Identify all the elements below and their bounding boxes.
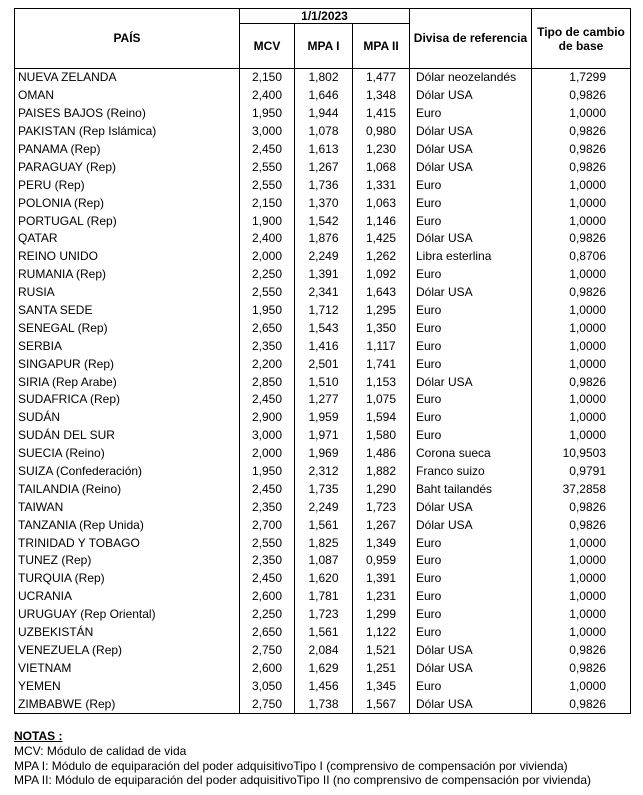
cell-mpa2: 1,580 bbox=[353, 427, 410, 445]
cell-mpa1: 1,542 bbox=[295, 212, 353, 230]
cell-mcv: 2,450 bbox=[240, 391, 295, 409]
table-row bbox=[15, 105, 631, 123]
cell-divisa: Dólar USA bbox=[416, 231, 473, 246]
cell-divisa: Dólar neozelandés bbox=[416, 70, 517, 85]
cell-mpa2: 1,092 bbox=[353, 266, 410, 284]
cell-tipo-cambio: 10,9503 bbox=[532, 445, 631, 463]
cell-mpa2: 1,290 bbox=[353, 480, 410, 498]
cell-mpa2: 1,350 bbox=[353, 319, 410, 337]
cell-mpa1: 1,561 bbox=[295, 516, 353, 534]
cell-divisa: Dólar USA bbox=[416, 159, 473, 174]
cell-divisa: Dólar USA bbox=[416, 517, 473, 532]
table-row bbox=[15, 355, 631, 373]
cell-mcv: 1,950 bbox=[240, 105, 295, 123]
cell-divisa: Euro bbox=[416, 356, 442, 371]
cell-mpa1: 1,971 bbox=[295, 427, 353, 445]
cell-pais: SINGAPUR (Rep) bbox=[15, 355, 240, 373]
cell-mpa1: 2,084 bbox=[295, 642, 353, 660]
cell-mpa1: 1,781 bbox=[295, 588, 353, 606]
cell-mpa1: 1,944 bbox=[295, 105, 353, 123]
cell-mpa1: 2,249 bbox=[295, 248, 353, 266]
cell-pais: SIRIA (Rep Arabe) bbox=[15, 373, 240, 391]
cell-mpa2: 1,267 bbox=[353, 516, 410, 534]
cell-divisa: Euro bbox=[416, 320, 442, 335]
cell-tipo-cambio: 1,0000 bbox=[532, 606, 631, 624]
cell-tipo-cambio: 37,2858 bbox=[532, 480, 631, 498]
cell-mcv: 2,850 bbox=[240, 373, 295, 391]
cell-mcv: 2,900 bbox=[240, 409, 295, 427]
cell-pais: QATAR bbox=[15, 230, 240, 248]
cell-tipo-cambio: 0,9826 bbox=[532, 141, 631, 159]
cell-mpa1: 2,312 bbox=[295, 463, 353, 481]
cell-mpa2: 1,477 bbox=[353, 69, 410, 87]
cell-pais: PANAMA (Rep) bbox=[15, 141, 240, 159]
cell-mpa1: 2,501 bbox=[295, 355, 353, 373]
cell-mcv: 3,000 bbox=[240, 123, 295, 141]
table-row bbox=[15, 391, 631, 409]
cell-divisa: Dólar USA bbox=[416, 642, 473, 657]
cell-tipo-cambio: 1,0000 bbox=[532, 194, 631, 212]
cell-mpa2: 1,345 bbox=[353, 677, 410, 695]
cell-divisa: Euro bbox=[416, 607, 442, 622]
cell-mpa2: 1,486 bbox=[353, 445, 410, 463]
cell-mcv: 1,900 bbox=[240, 212, 295, 230]
cell-pais: PERU (Rep) bbox=[15, 176, 240, 194]
cell-tipo-cambio: 1,0000 bbox=[532, 391, 631, 409]
table-row bbox=[15, 212, 631, 230]
cell-mpa2: 1,153 bbox=[353, 373, 410, 391]
cell-divisa: Euro bbox=[416, 106, 442, 121]
cell-mpa2: 1,075 bbox=[353, 391, 410, 409]
cell-mpa1: 1,087 bbox=[295, 552, 353, 570]
cell-mcv: 2,750 bbox=[240, 642, 295, 660]
table-row bbox=[15, 588, 631, 606]
table-row bbox=[15, 534, 631, 552]
cell-mpa1: 1,959 bbox=[295, 409, 353, 427]
cell-mpa1: 2,341 bbox=[295, 284, 353, 302]
cell-divisa: Euro bbox=[416, 177, 442, 192]
table-row bbox=[15, 624, 631, 642]
cell-tipo-cambio: 0,9826 bbox=[532, 659, 631, 677]
cell-tipo-cambio: 1,0000 bbox=[532, 588, 631, 606]
cell-divisa: Euro bbox=[416, 338, 442, 353]
cell-mpa1: 1,646 bbox=[295, 87, 353, 105]
cell-divisa: Libra esterlina bbox=[416, 249, 492, 264]
cell-mpa1: 1,629 bbox=[295, 659, 353, 677]
cell-mcv: 2,200 bbox=[240, 355, 295, 373]
cell-mpa1: 1,561 bbox=[295, 624, 353, 642]
cell-divisa: Euro bbox=[416, 195, 442, 210]
cell-tipo-cambio: 0,9826 bbox=[532, 87, 631, 105]
cell-pais: UCRANIA bbox=[15, 588, 240, 606]
cell-mcv: 2,400 bbox=[240, 230, 295, 248]
table-row bbox=[15, 516, 631, 534]
cell-mcv: 2,550 bbox=[240, 176, 295, 194]
cell-divisa: Euro bbox=[416, 589, 442, 604]
cell-pais: PAISES BAJOS (Reino) bbox=[15, 105, 240, 123]
cell-mcv: 3,000 bbox=[240, 427, 295, 445]
cell-pais: OMAN bbox=[15, 87, 240, 105]
cell-mcv: 2,350 bbox=[240, 498, 295, 516]
cell-tipo-cambio: 1,0000 bbox=[532, 176, 631, 194]
cell-mpa2: 1,299 bbox=[353, 606, 410, 624]
table-row bbox=[15, 69, 631, 87]
header-pais: PAÍS bbox=[15, 9, 240, 69]
cell-tipo-cambio: 1,0000 bbox=[532, 624, 631, 642]
cell-mpa1: 1,802 bbox=[295, 69, 353, 87]
notes-title: NOTAS : bbox=[14, 729, 63, 743]
cell-mpa2: 1,594 bbox=[353, 409, 410, 427]
cell-pais: PARAGUAY (Rep) bbox=[15, 158, 240, 176]
cell-pais: RUSIA bbox=[15, 284, 240, 302]
cell-mcv: 2,550 bbox=[240, 158, 295, 176]
cell-mpa2: 1,063 bbox=[353, 194, 410, 212]
cell-tipo-cambio: 1,0000 bbox=[532, 337, 631, 355]
header-mpa1: MPA I bbox=[295, 24, 353, 69]
table-row bbox=[15, 230, 631, 248]
cell-divisa: Dólar USA bbox=[410, 695, 532, 713]
cell-mpa2: 1,146 bbox=[353, 212, 410, 230]
header-divisa: Divisa de referencia bbox=[410, 9, 532, 69]
cell-tipo-cambio: 0,9826 bbox=[532, 230, 631, 248]
cell-tipo-cambio: 0,9826 bbox=[532, 373, 631, 391]
cell-mpa1: 1,735 bbox=[295, 480, 353, 498]
cell-tipo-cambio: 1,0000 bbox=[532, 677, 631, 695]
cell-mpa1: 1,712 bbox=[295, 302, 353, 320]
cell-pais: PAKISTAN (Rep Islámica) bbox=[15, 123, 240, 141]
cell-mpa1: 1,370 bbox=[295, 194, 353, 212]
cell-mcv: 2,650 bbox=[240, 624, 295, 642]
cell-tipo-cambio: 0,8706 bbox=[532, 248, 631, 266]
cell-mpa2: 1,295 bbox=[353, 302, 410, 320]
exchange-table bbox=[14, 8, 631, 714]
cell-divisa: Euro bbox=[416, 428, 442, 443]
cell-divisa: Euro bbox=[416, 678, 442, 693]
cell-mcv: 2,600 bbox=[240, 659, 295, 677]
cell-pais: YEMEN bbox=[15, 677, 240, 695]
table-row bbox=[15, 141, 631, 159]
table-row bbox=[15, 176, 631, 194]
table-row bbox=[15, 445, 631, 463]
cell-mpa2: 1,521 bbox=[353, 642, 410, 660]
cell-divisa: Euro bbox=[416, 553, 442, 568]
table-row bbox=[15, 498, 631, 516]
cell-mpa1: 1,543 bbox=[295, 319, 353, 337]
table-row bbox=[15, 427, 631, 445]
table-row bbox=[15, 194, 631, 212]
cell-pais: REINO UNIDO bbox=[15, 248, 240, 266]
cell-mpa2: 1,231 bbox=[353, 588, 410, 606]
cell-tipo-cambio: 0,9826 bbox=[532, 123, 631, 141]
cell-tipo-cambio: 1,0000 bbox=[532, 552, 631, 570]
table-row bbox=[15, 552, 631, 570]
note-line: MCV: Módulo de calidad de vida bbox=[14, 743, 187, 758]
cell-tipo-cambio: 1,0000 bbox=[532, 319, 631, 337]
cell-mcv: 2,350 bbox=[240, 552, 295, 570]
cell-mpa2: 1,068 bbox=[353, 158, 410, 176]
cell-divisa: Corona sueca bbox=[416, 446, 491, 461]
cell-tipo-cambio: 0,9826 bbox=[532, 642, 631, 660]
cell-mpa2: 1,262 bbox=[353, 248, 410, 266]
cell-mpa2: 1,425 bbox=[353, 230, 410, 248]
cell-mcv: 2,750 bbox=[240, 695, 295, 713]
cell-divisa: Dólar USA bbox=[416, 124, 473, 139]
cell-mcv: 1,950 bbox=[240, 302, 295, 320]
cell-mpa2: 1,415 bbox=[353, 105, 410, 123]
cell-mpa1: 1,738 bbox=[295, 695, 353, 713]
document-page bbox=[14, 8, 630, 714]
cell-mcv: 2,450 bbox=[240, 570, 295, 588]
cell-mpa2: 1,331 bbox=[353, 176, 410, 194]
cell-mcv: 2,550 bbox=[240, 284, 295, 302]
cell-pais: VENEZUELA (Rep) bbox=[15, 642, 240, 660]
cell-mcv: 2,150 bbox=[240, 69, 295, 87]
cell-tipo-cambio: 0,9826 bbox=[532, 695, 631, 713]
cell-pais: URUGUAY (Rep Oriental) bbox=[15, 606, 240, 624]
table-row bbox=[15, 302, 631, 320]
header-date: 1/1/2023 bbox=[240, 9, 410, 24]
cell-mpa1: 1,078 bbox=[295, 123, 353, 141]
cell-divisa: Dólar USA bbox=[416, 660, 473, 675]
table-row bbox=[15, 409, 631, 427]
cell-mpa2: 1,230 bbox=[353, 141, 410, 159]
cell-mcv: 2,150 bbox=[240, 194, 295, 212]
cell-pais: SANTA SEDE bbox=[15, 302, 240, 320]
cell-mcv: 2,650 bbox=[240, 319, 295, 337]
cell-tipo-cambio: 0,9791 bbox=[532, 463, 631, 481]
table-row bbox=[15, 570, 631, 588]
header-mpa2: MPA II bbox=[353, 24, 410, 69]
cell-mcv: 3,050 bbox=[240, 677, 295, 695]
cell-mpa1: 1,825 bbox=[295, 534, 353, 552]
cell-divisa: Dólar USA bbox=[416, 499, 473, 514]
cell-pais: TURQUIA (Rep) bbox=[15, 570, 240, 588]
cell-mcv: 1,950 bbox=[240, 463, 295, 481]
cell-tipo-cambio: 1,0000 bbox=[532, 302, 631, 320]
cell-pais: TRINIDAD Y TOBAGO bbox=[15, 534, 240, 552]
cell-mpa2: 1,122 bbox=[353, 624, 410, 642]
cell-divisa: Dólar USA bbox=[416, 285, 473, 300]
header-tipo-cambio: Tipo de cambio de base bbox=[532, 9, 631, 69]
cell-mpa2: 0,980 bbox=[353, 123, 410, 141]
cell-tipo-cambio: 1,0000 bbox=[532, 105, 631, 123]
cell-tipo-cambio: 1,0000 bbox=[532, 409, 631, 427]
cell-mpa2: 1,643 bbox=[353, 284, 410, 302]
cell-mpa2: 1,567 bbox=[353, 695, 410, 713]
cell-divisa: Euro bbox=[416, 625, 442, 640]
cell-mpa1: 1,613 bbox=[295, 141, 353, 159]
cell-tipo-cambio: 1,0000 bbox=[532, 570, 631, 588]
cell-tipo-cambio: 1,0000 bbox=[532, 427, 631, 445]
cell-mpa2: 1,348 bbox=[353, 87, 410, 105]
cell-mcv: 2,450 bbox=[240, 480, 295, 498]
cell-divisa: Euro bbox=[416, 535, 442, 550]
cell-pais: SERBIA bbox=[15, 337, 240, 355]
cell-mpa2: 1,882 bbox=[353, 463, 410, 481]
note-line: MPA I: Módulo de equiparación del poder adquisitivoTipo I (comprensivo de compensación por vivienda) bbox=[14, 758, 568, 773]
cell-mpa1: 1,267 bbox=[295, 158, 353, 176]
cell-pais: PORTUGAL (Rep) bbox=[15, 212, 240, 230]
cell-mcv: 2,000 bbox=[240, 445, 295, 463]
cell-tipo-cambio: 1,0000 bbox=[532, 212, 631, 230]
cell-mpa2: 0,959 bbox=[353, 552, 410, 570]
cell-mcv: 2,350 bbox=[240, 337, 295, 355]
cell-mpa1: 1,510 bbox=[295, 373, 353, 391]
table-row bbox=[15, 337, 631, 355]
cell-mpa1: 1,723 bbox=[295, 606, 353, 624]
cell-mpa1: 1,620 bbox=[295, 570, 353, 588]
cell-mcv: 2,000 bbox=[240, 248, 295, 266]
table-row bbox=[15, 480, 631, 498]
cell-mcv: 2,550 bbox=[240, 534, 295, 552]
table-row bbox=[15, 319, 631, 337]
cell-tipo-cambio: 1,7299 bbox=[532, 69, 631, 87]
cell-tipo-cambio: 0,9826 bbox=[532, 158, 631, 176]
cell-pais: SUDAFRICA (Rep) bbox=[15, 391, 240, 409]
cell-pais: SUECIA (Reino) bbox=[15, 445, 240, 463]
cell-mpa1: 1,736 bbox=[295, 176, 353, 194]
cell-mpa1: 1,969 bbox=[295, 445, 353, 463]
table-row bbox=[15, 659, 631, 677]
cell-divisa: Dólar USA bbox=[416, 88, 473, 103]
table-row bbox=[15, 248, 631, 266]
cell-pais: VIETNAM bbox=[15, 659, 240, 677]
cell-divisa: Euro bbox=[416, 267, 442, 282]
cell-mcv: 2,250 bbox=[240, 266, 295, 284]
cell-mpa1: 2,249 bbox=[295, 498, 353, 516]
cell-mcv: 2,400 bbox=[240, 87, 295, 105]
cell-mpa2: 1,723 bbox=[353, 498, 410, 516]
cell-mpa1: 1,876 bbox=[295, 230, 353, 248]
cell-divisa: Dólar USA bbox=[416, 142, 473, 156]
cell-mpa1: 1,456 bbox=[295, 677, 353, 695]
cell-pais: RUMANIA (Rep) bbox=[15, 266, 240, 284]
cell-pais: SUDÁN bbox=[15, 409, 240, 427]
cell-mpa1: 1,277 bbox=[295, 391, 353, 409]
cell-mcv: 2,450 bbox=[240, 141, 295, 159]
cell-pais: SENEGAL (Rep) bbox=[15, 319, 240, 337]
table-body bbox=[15, 69, 631, 714]
cell-divisa: Franco suizo bbox=[416, 464, 485, 479]
cell-divisa: Euro bbox=[416, 392, 442, 407]
header-mcv: MCV bbox=[240, 24, 295, 69]
cell-pais: TANZANIA (Rep Unida) bbox=[15, 516, 240, 534]
cell-tipo-cambio: 1,0000 bbox=[532, 534, 631, 552]
table-row bbox=[15, 87, 631, 105]
cell-mcv: 2,700 bbox=[240, 516, 295, 534]
cell-pais: TAIWAN bbox=[15, 498, 240, 516]
table-row bbox=[15, 123, 631, 141]
cell-pais: TUNEZ (Rep) bbox=[15, 552, 240, 570]
cell-mpa2: 1,251 bbox=[353, 659, 410, 677]
table-row bbox=[15, 158, 631, 176]
table-row bbox=[15, 373, 631, 391]
cell-mpa2: 1,741 bbox=[353, 355, 410, 373]
table-row bbox=[15, 463, 631, 481]
cell-tipo-cambio: 0,9826 bbox=[532, 284, 631, 302]
cell-divisa: Euro bbox=[416, 410, 442, 425]
table-row bbox=[15, 642, 631, 660]
table-row bbox=[15, 266, 631, 284]
cell-pais: SUDÁN DEL SUR bbox=[15, 427, 240, 445]
cell-divisa: Euro bbox=[416, 571, 442, 586]
cell-divisa: Euro bbox=[416, 303, 442, 318]
cell-mcv: 2,600 bbox=[240, 588, 295, 606]
note-line: MPA II: Módulo de equiparación del poder adquisitivoTipo II (no comprensivo de compensación por vivienda) bbox=[14, 773, 591, 788]
table-row bbox=[15, 695, 631, 713]
cell-pais: POLONIA (Rep) bbox=[15, 194, 240, 212]
notes-section bbox=[14, 729, 591, 788]
cell-tipo-cambio: 1,0000 bbox=[532, 355, 631, 373]
cell-mcv: 2,250 bbox=[240, 606, 295, 624]
cell-mpa2: 1,117 bbox=[353, 337, 410, 355]
cell-tipo-cambio: 1,0000 bbox=[532, 266, 631, 284]
cell-tipo-cambio: 0,9826 bbox=[532, 498, 631, 516]
cell-pais: UZBEKISTÁN bbox=[15, 624, 240, 642]
cell-mpa1: 1,391 bbox=[295, 266, 353, 284]
table-row bbox=[15, 606, 631, 624]
cell-pais: NUEVA ZELANDA bbox=[15, 69, 240, 87]
cell-mpa2: 1,349 bbox=[353, 534, 410, 552]
cell-pais: TAILANDIA (Reino) bbox=[15, 480, 240, 498]
cell-mpa2: 1,391 bbox=[353, 570, 410, 588]
cell-mpa1: 1,416 bbox=[295, 337, 353, 355]
table-row bbox=[15, 284, 631, 302]
cell-divisa: Euro bbox=[416, 213, 442, 228]
cell-pais: SUIZA (Confederación) bbox=[15, 463, 240, 481]
table-row bbox=[15, 677, 631, 695]
cell-pais: ZIMBABWE (Rep) bbox=[15, 695, 240, 713]
cell-divisa: Baht tailandés bbox=[416, 481, 493, 496]
cell-divisa: Dólar USA bbox=[416, 374, 473, 389]
cell-tipo-cambio: 0,9826 bbox=[532, 516, 631, 534]
